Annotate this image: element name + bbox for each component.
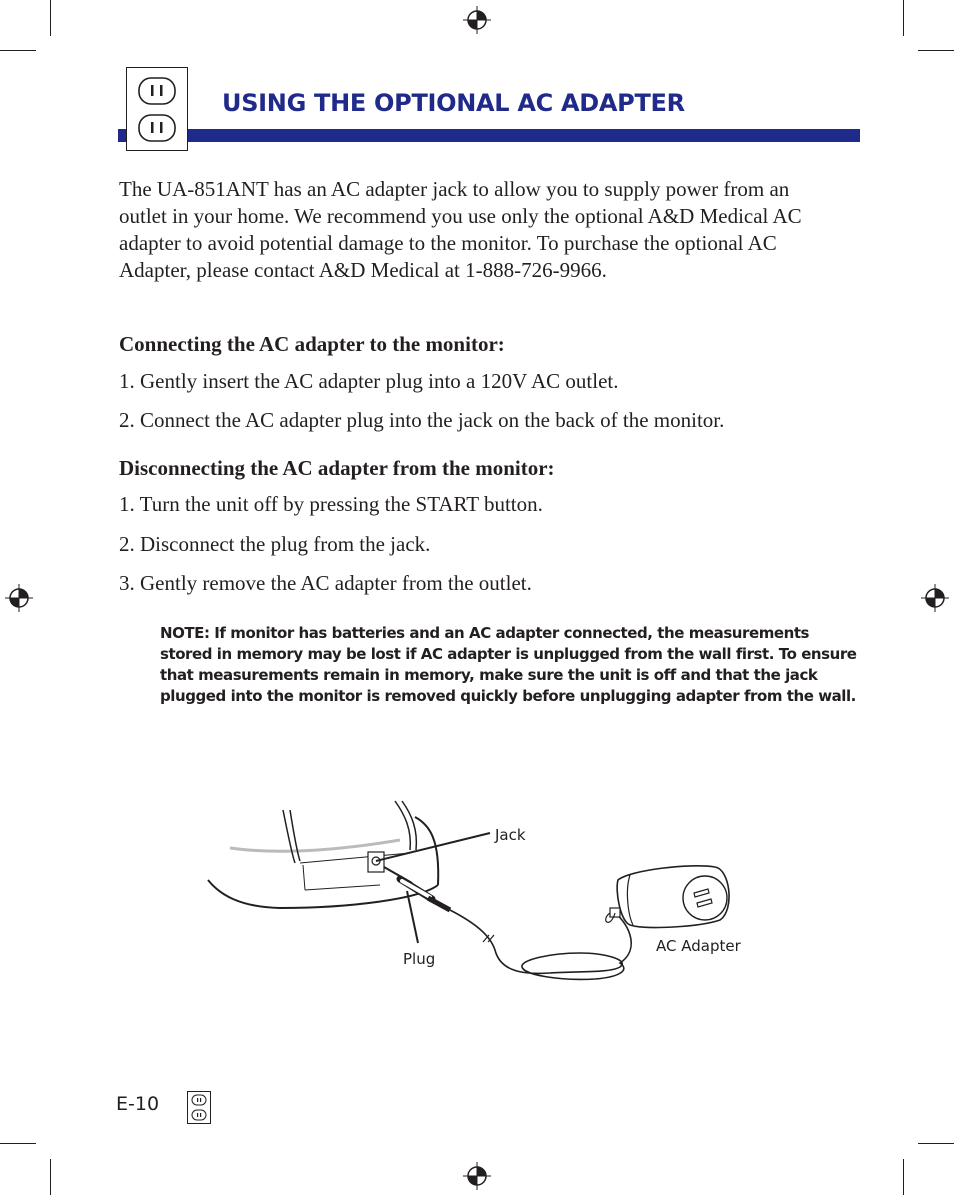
crop-mark — [918, 50, 954, 51]
outlet-icon — [187, 1091, 211, 1124]
title-bar — [118, 129, 860, 142]
connecting-step: 1. Gently insert the AC adapter plug into a 120V AC outlet. — [119, 369, 619, 393]
registration-mark-icon — [5, 584, 33, 612]
crop-mark — [50, 0, 51, 36]
crop-mark — [0, 1143, 36, 1144]
ac-adapter-diagram — [200, 795, 760, 995]
crop-mark — [918, 1143, 954, 1144]
disconnecting-step: 1. Turn the unit off by pressing the START button. — [119, 492, 543, 516]
crop-mark — [50, 1159, 51, 1195]
page-title: USING THE OPTIONAL AC ADAPTER — [222, 89, 685, 117]
connecting-step: 2. Connect the AC adapter plug into the jack on the back of the monitor. — [119, 408, 725, 432]
ac-adapter-label: AC Adapter — [656, 937, 741, 955]
disconnecting-heading: Disconnecting the AC adapter from the monitor: — [119, 456, 555, 480]
registration-mark-icon — [463, 1162, 491, 1190]
intro-paragraph: The UA-851ANT has an AC adapter jack to allow you to supply power from an outlet in your home. We recommend you use only the optional A&D Medical AC adapter to avoid potential damage to the monitor. To purchase the optional AC Adapter, please contact A&D Medical at 1-888-726-9966. — [119, 177, 802, 282]
disconnecting-step: 2. Disconnect the plug from the jack. — [119, 532, 431, 556]
page-number: E-10 — [116, 1093, 160, 1115]
outlet-icon — [126, 67, 188, 151]
crop-mark — [903, 1159, 904, 1195]
connecting-heading: Connecting the AC adapter to the monitor: — [119, 332, 505, 356]
note-text: NOTE: If monitor has batteries and an AC adapter connected, the measurements stored in memory may be lost if AC adapter is unplugged from the wall first. To ensure that measurements remain in memory, make sure the unit is off and that the jack plugged into the monitor is removed quickly before unplugging adapter from the wall. — [160, 624, 857, 705]
disconnecting-step: 3. Gently remove the AC adapter from the outlet. — [119, 571, 532, 595]
crop-mark — [0, 50, 36, 51]
jack-label: Jack — [495, 826, 526, 844]
registration-mark-icon — [921, 584, 949, 612]
crop-mark — [903, 0, 904, 36]
plug-label: Plug — [403, 950, 436, 968]
registration-mark-icon — [463, 6, 491, 34]
